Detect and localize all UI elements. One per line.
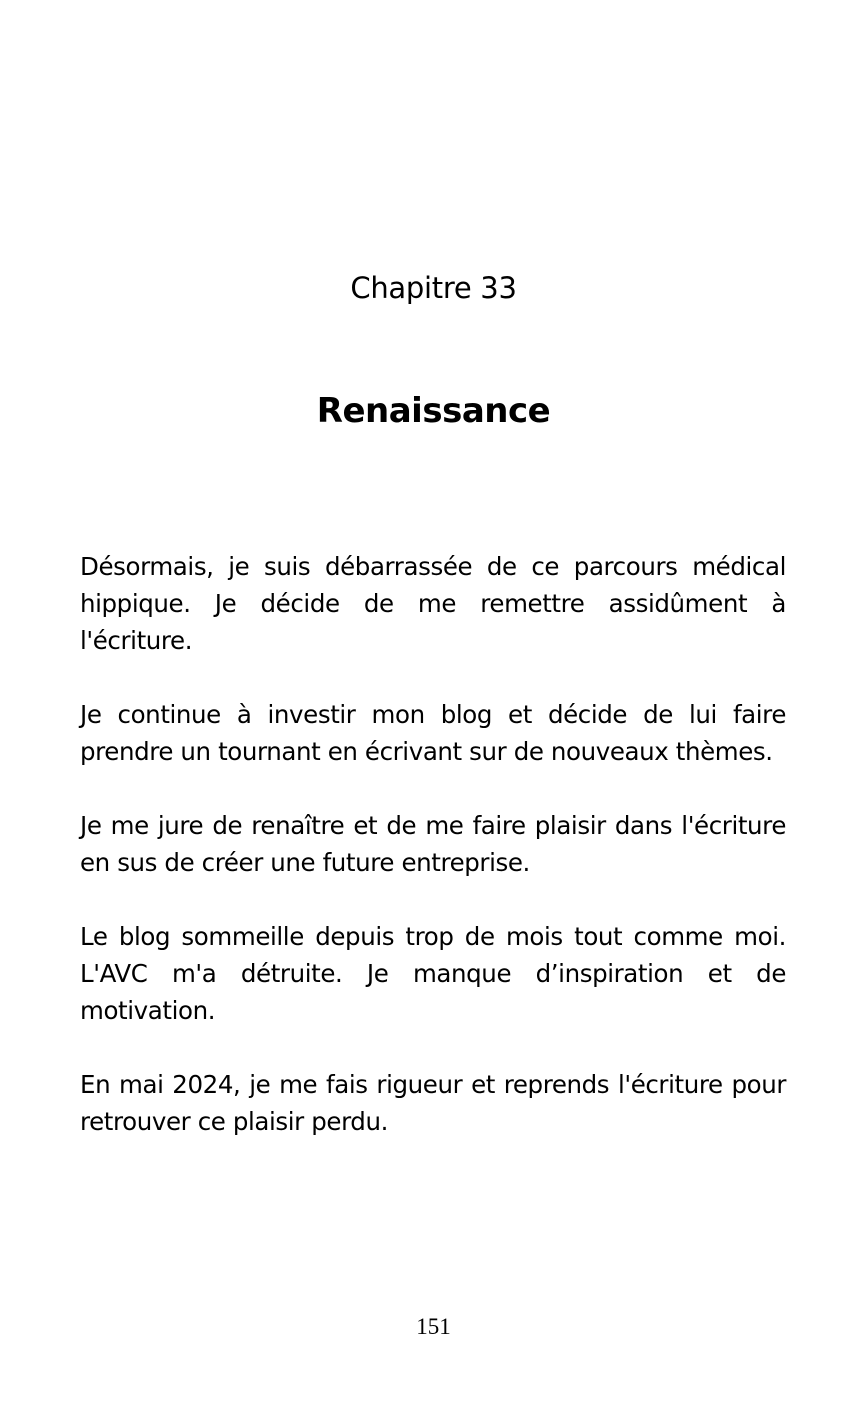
paragraph: Désormais, je suis débarrassée de ce parcours médical hippique. Je décide de me remettre assidûment à l'écriture. (80, 552, 786, 655)
paragraph: Je continue à investir mon blog et décide de lui faire prendre un tournant en écrivant sur de nouveaux thèmes. (80, 700, 786, 766)
page-number: 151 (416, 1314, 451, 1339)
chapter-label: Chapitre 33 (350, 271, 517, 305)
chapter-body (80, 548, 786, 1177)
paragraph: Le blog sommeille depuis trop de mois tout comme moi. L'AVC m'a détruite. Je manque d’inspiration et de motivation. (80, 922, 786, 1025)
chapter-title: Renaissance (316, 391, 551, 431)
paragraph: Je me jure de renaître et de me faire plaisir dans l'écriture en sus de créer une future entreprise. (80, 811, 786, 877)
paragraph: En mai 2024, je me fais rigueur et reprends l'écriture pour retrouver ce plaisir perdu. (80, 1070, 786, 1136)
